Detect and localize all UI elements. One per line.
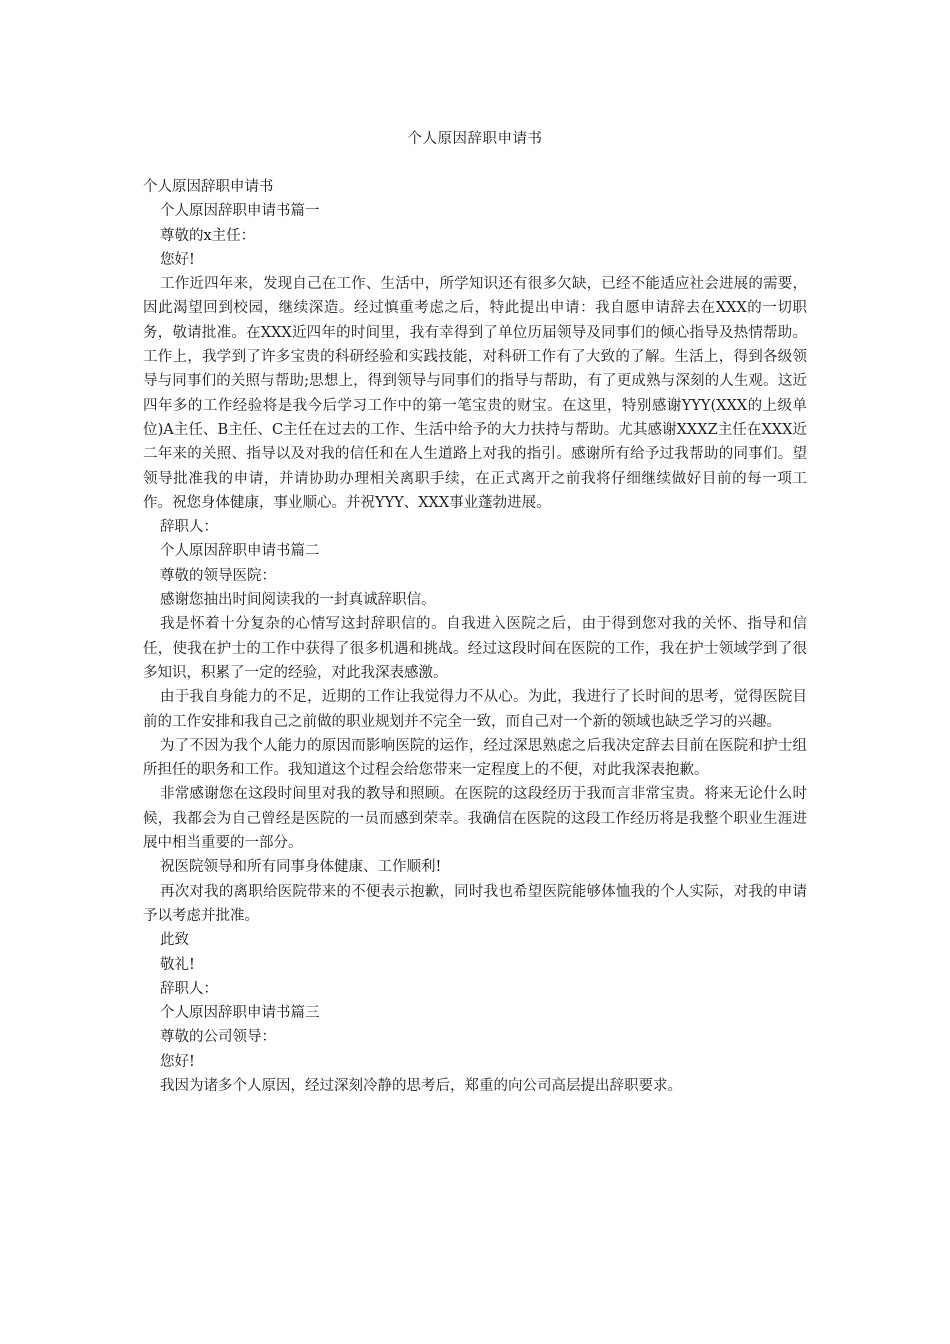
document-body <box>143 175 807 1098</box>
paragraph: 此致 <box>160 932 189 949</box>
paragraph: 您好! <box>160 1053 195 1070</box>
paragraph: 辞职人： <box>160 980 218 997</box>
paragraph: 再次对我的离职给医院带来的不便表示抱歉，同时我也希望医院能够体恤我的个人实际，对我的申请予以考虑并批准。 <box>143 883 807 924</box>
paragraph: 个人原因辞职申请书 <box>143 179 274 195</box>
paragraph: 我因为诸多个人原因，经过深刻冷静的思考后，郑重的向公司高层提出辞职要求。 <box>160 1077 682 1094</box>
paragraph: 个人原因辞职申请书篇三 <box>160 1005 320 1022</box>
paragraph: 尊敬的领导医院： <box>160 567 276 584</box>
paragraph: 感谢您抽出时间阅读我的一封真诚辞职信。 <box>160 592 436 609</box>
paragraph: 为了不因为我个人能力的原因而影响医院的运作，经过深思熟虑之后我决定辞去目前在医院和护士组所担任的职务和工作。我知道这个过程会给您带来一定程度上的不便，对此我深表抱歉。 <box>143 737 807 779</box>
document-title: 个人原因辞职申请书 <box>407 131 543 147</box>
paragraph: 工作近四年来，发现自己在工作、生活中，所学知识还有很多欠缺，已经不能适应社会进展的需要，因此渴望回到校园，继续深造。经过慎重考虑之后，特此提出申请：我自愿申请辞去在XXX的一切职务，敬请批准。在XXX近四年的时间里，我有幸得到了单位历届领导及同事们的倾心指导及热情帮助。工作上，我学到了许多宝贵的科研经验和实践技能，对科研工作有了大致的了解。生活上，得到各级领导与同事们的关照与帮助;思想上，得到领导与同事们的指导与帮助，有了更成熟与深刻的人生观。这近四年多的工作经验将是我今后学习工作中的第一笔宝贵的财宝。在这里，特别感谢YYY(XXX的上级单位)A主任、B主任、C主任在过去的工作、生活中给予的大力扶持与帮助。尤其感谢XXXZ主任在XXX近二年来的关照、指导以及对我的信任和在人生道路上对我的指引。感谢所有给予过我帮助的同事们。望领导批准我的申请，并请协助办理相关离职手续，在正式离开之前我将仔细继续做好目前的每一项工作。祝您身体健康，事业顺心。并祝YYY、XXX事业蓬勃进展。 <box>143 276 807 511</box>
paragraph: 敬礼! <box>160 956 195 973</box>
paragraph: 尊敬的公司领导： <box>160 1029 276 1046</box>
paragraph: 您好! <box>160 251 195 268</box>
paragraph: 尊敬的x主任： <box>160 227 256 244</box>
paragraph: 个人原因辞职申请书篇一 <box>160 203 320 220</box>
paragraph: 辞职人： <box>160 519 218 536</box>
paragraph: 个人原因辞职申请书篇二 <box>160 543 320 560</box>
paragraph: 我是怀着十分复杂的心情写这封辞职信的。自我进入医院之后，由于得到您对我的关怀、指导和信任，使我在护士的工作中获得了很多机遇和挑战。经过这段时间在医院的工作，我在护士领域学到了很多知识，积累了一定的经验，对此我深表感激。 <box>143 616 807 681</box>
paragraph: 非常感谢您在这段时间里对我的教导和照顾。在医院的这段经历于我而言非常宝贵。将来无论什么时候，我都会为自己曾经是医院的一员而感到荣幸。我确信在医院的这段工作经历将是我整个职业生涯进展中相当重要的一部分。 <box>143 786 807 852</box>
paragraph: 由于我自身能力的不足，近期的工作让我觉得力不从心。为此，我进行了长时间的思考，觉得医院目前的工作安排和我自己之前做的职业规划并不完全一致，而自己对一个新的领域也缺乏学习的兴趣。 <box>143 689 807 730</box>
paragraph: 祝医院领导和所有同事身体健康、工作顺利! <box>160 859 442 876</box>
